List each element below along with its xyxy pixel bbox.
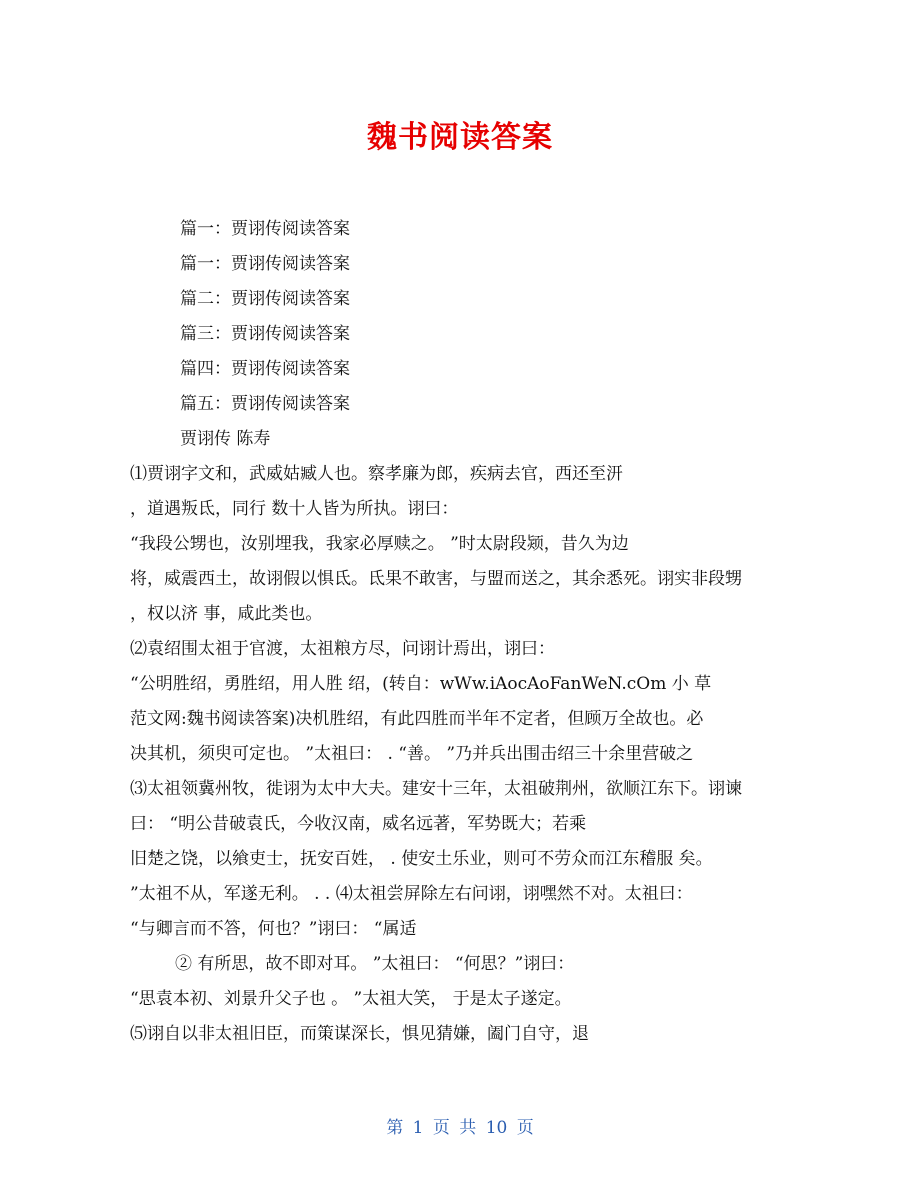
toc-entry: 篇一：贾诩传阅读答案 (180, 219, 350, 239)
text-line: “与卿言而不答，何也？”诩曰： “属适 (130, 919, 417, 939)
text-line: ⑶太祖领冀州牧，徙诩为太中大夫。建安十三年，太祖破荆州，欲顺江东下。诩谏 (130, 779, 742, 799)
text-line-indented: ② 有所思，故不即对耳。 ”太祖曰： “何思？”诩曰： (175, 954, 575, 974)
toc-entry: 篇一：贾诩传阅读答案 (180, 254, 350, 274)
text-line: 将，威震西土，故诩假以惧氐。氐果不敢害，与盟而送之，其余悉死。诩实非段甥 (130, 569, 742, 589)
text-line: 曰： “明公昔破袁氏，今收汉南，威名远著，军势既大；若乘 (130, 814, 587, 834)
text-line: ，道遇叛氐，同行 数十人皆为所执。诩曰： (130, 499, 459, 519)
text-line: 范文网:魏书阅读答案)决机胜绍，有此四胜而半年不定者，但顾万全故也。必 (130, 709, 704, 729)
toc-entry: 篇四：贾诩传阅读答案 (180, 359, 350, 379)
text-line: ⑴贾诩字文和，武威姑臧人也。察孝廉为郎，疾病去官，西还至汧 (130, 464, 623, 484)
text-line: “公明胜绍，勇胜绍，用人胜 绍，(转自：wWw.iAocAoFanWeN.cOm 小 草 (130, 674, 712, 694)
text-line: “我段公甥也，汝别埋我，我家必厚赎之。 ”时太尉段颎，昔久为边 (130, 534, 629, 554)
author-line: 贾诩传 陈寿 (180, 429, 271, 449)
text-line: ，权以济 事，咸此类也。 (130, 604, 323, 624)
document-body (130, 214, 810, 1054)
text-line: ⑵袁绍围太祖于官渡，太祖粮方尽，问诩计焉出，诩曰： (130, 639, 555, 659)
text-line: 旧楚之饶，以飨吏士，抚安百姓， . 使安土乐业，则可不劳众而江东稽服 矣。 (130, 849, 713, 869)
text-line: 决其机，须臾可定也。 ”太祖曰： . “善。 ”乃并兵出围击绍三十余里营破之 (130, 744, 694, 764)
document-title: 魏书阅读答案 (367, 120, 553, 155)
text-line: ”太祖不从，军遂无利。 . . ⑷太祖尝屏除左右问诩，诩嘿然不对。太祖曰： (130, 884, 693, 904)
toc-entry: 篇五：贾诩传阅读答案 (180, 394, 350, 414)
toc-entry: 篇二：贾诩传阅读答案 (180, 289, 350, 309)
text-line: ⑸诩自以非太祖旧臣，而策谋深长，惧见猜嫌，阖门自守，退 (130, 1024, 589, 1044)
toc-entry: 篇三：贾诩传阅读答案 (180, 324, 350, 344)
page-footer: 第 1 页 共 10 页 (386, 1118, 534, 1138)
text-line: “思袁本初、刘景升父子也 。 ”太祖大笑， 于是太子遂定。 (130, 989, 572, 1009)
